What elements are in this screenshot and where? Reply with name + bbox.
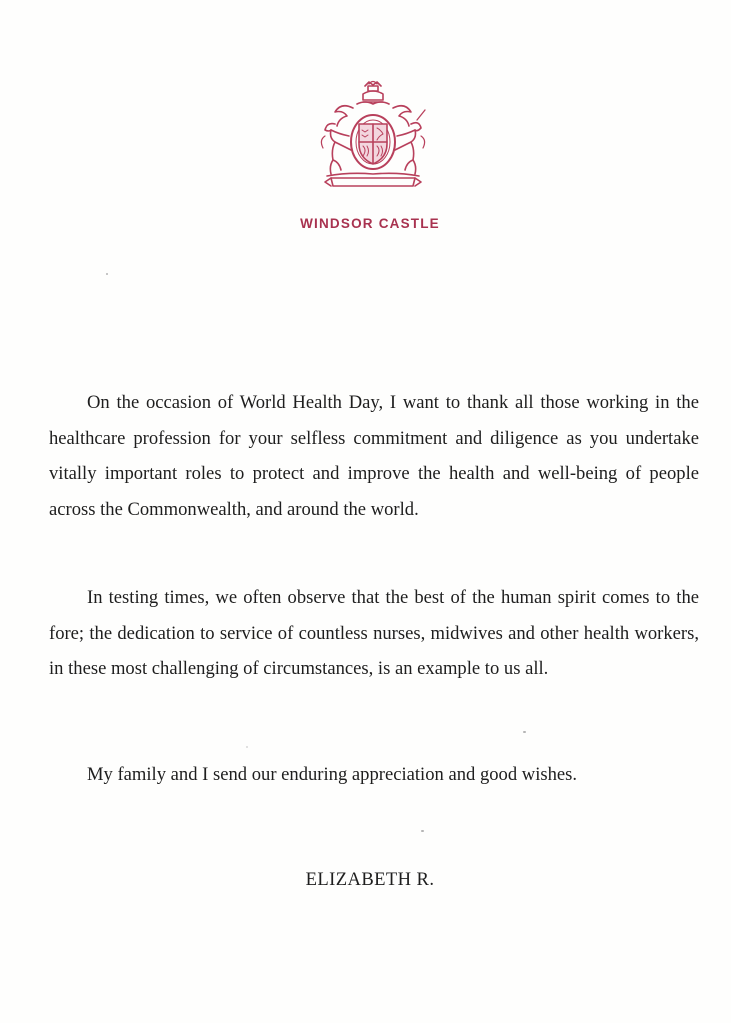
paper-speck — [523, 731, 526, 733]
letter-paragraph-2: In testing times, we often observe that the best of the human spirit comes to the fore; the dedication to service of countless nurses, midwives and other health workers, in these most challenging of circumstances, is an example to us all. — [49, 587, 699, 679]
shield-icon — [359, 124, 387, 164]
paper-speck — [106, 273, 108, 275]
letter-paragraph-1: On the occasion of World Health Day, I want to thank all those working in the healthcare profession for your selfless commitment and diligence as you undertake vitally important roles to protect and improve the health and well-being of people across the Commonwealth, and around the world. — [49, 392, 699, 520]
lion-supporter-icon — [321, 124, 351, 174]
paper-speck — [421, 830, 424, 832]
signature: ELIZABETH R. — [305, 869, 435, 890]
letter-paragraph-3: My family and I send our enduring appreciation and good wishes. — [87, 764, 578, 785]
royal-coat-of-arms — [313, 80, 433, 192]
paper-speck — [246, 746, 248, 748]
letterhead-title: WINDSOR CASTLE — [300, 216, 440, 231]
crown-icon — [363, 82, 383, 102]
unicorn-supporter-icon — [395, 110, 425, 174]
